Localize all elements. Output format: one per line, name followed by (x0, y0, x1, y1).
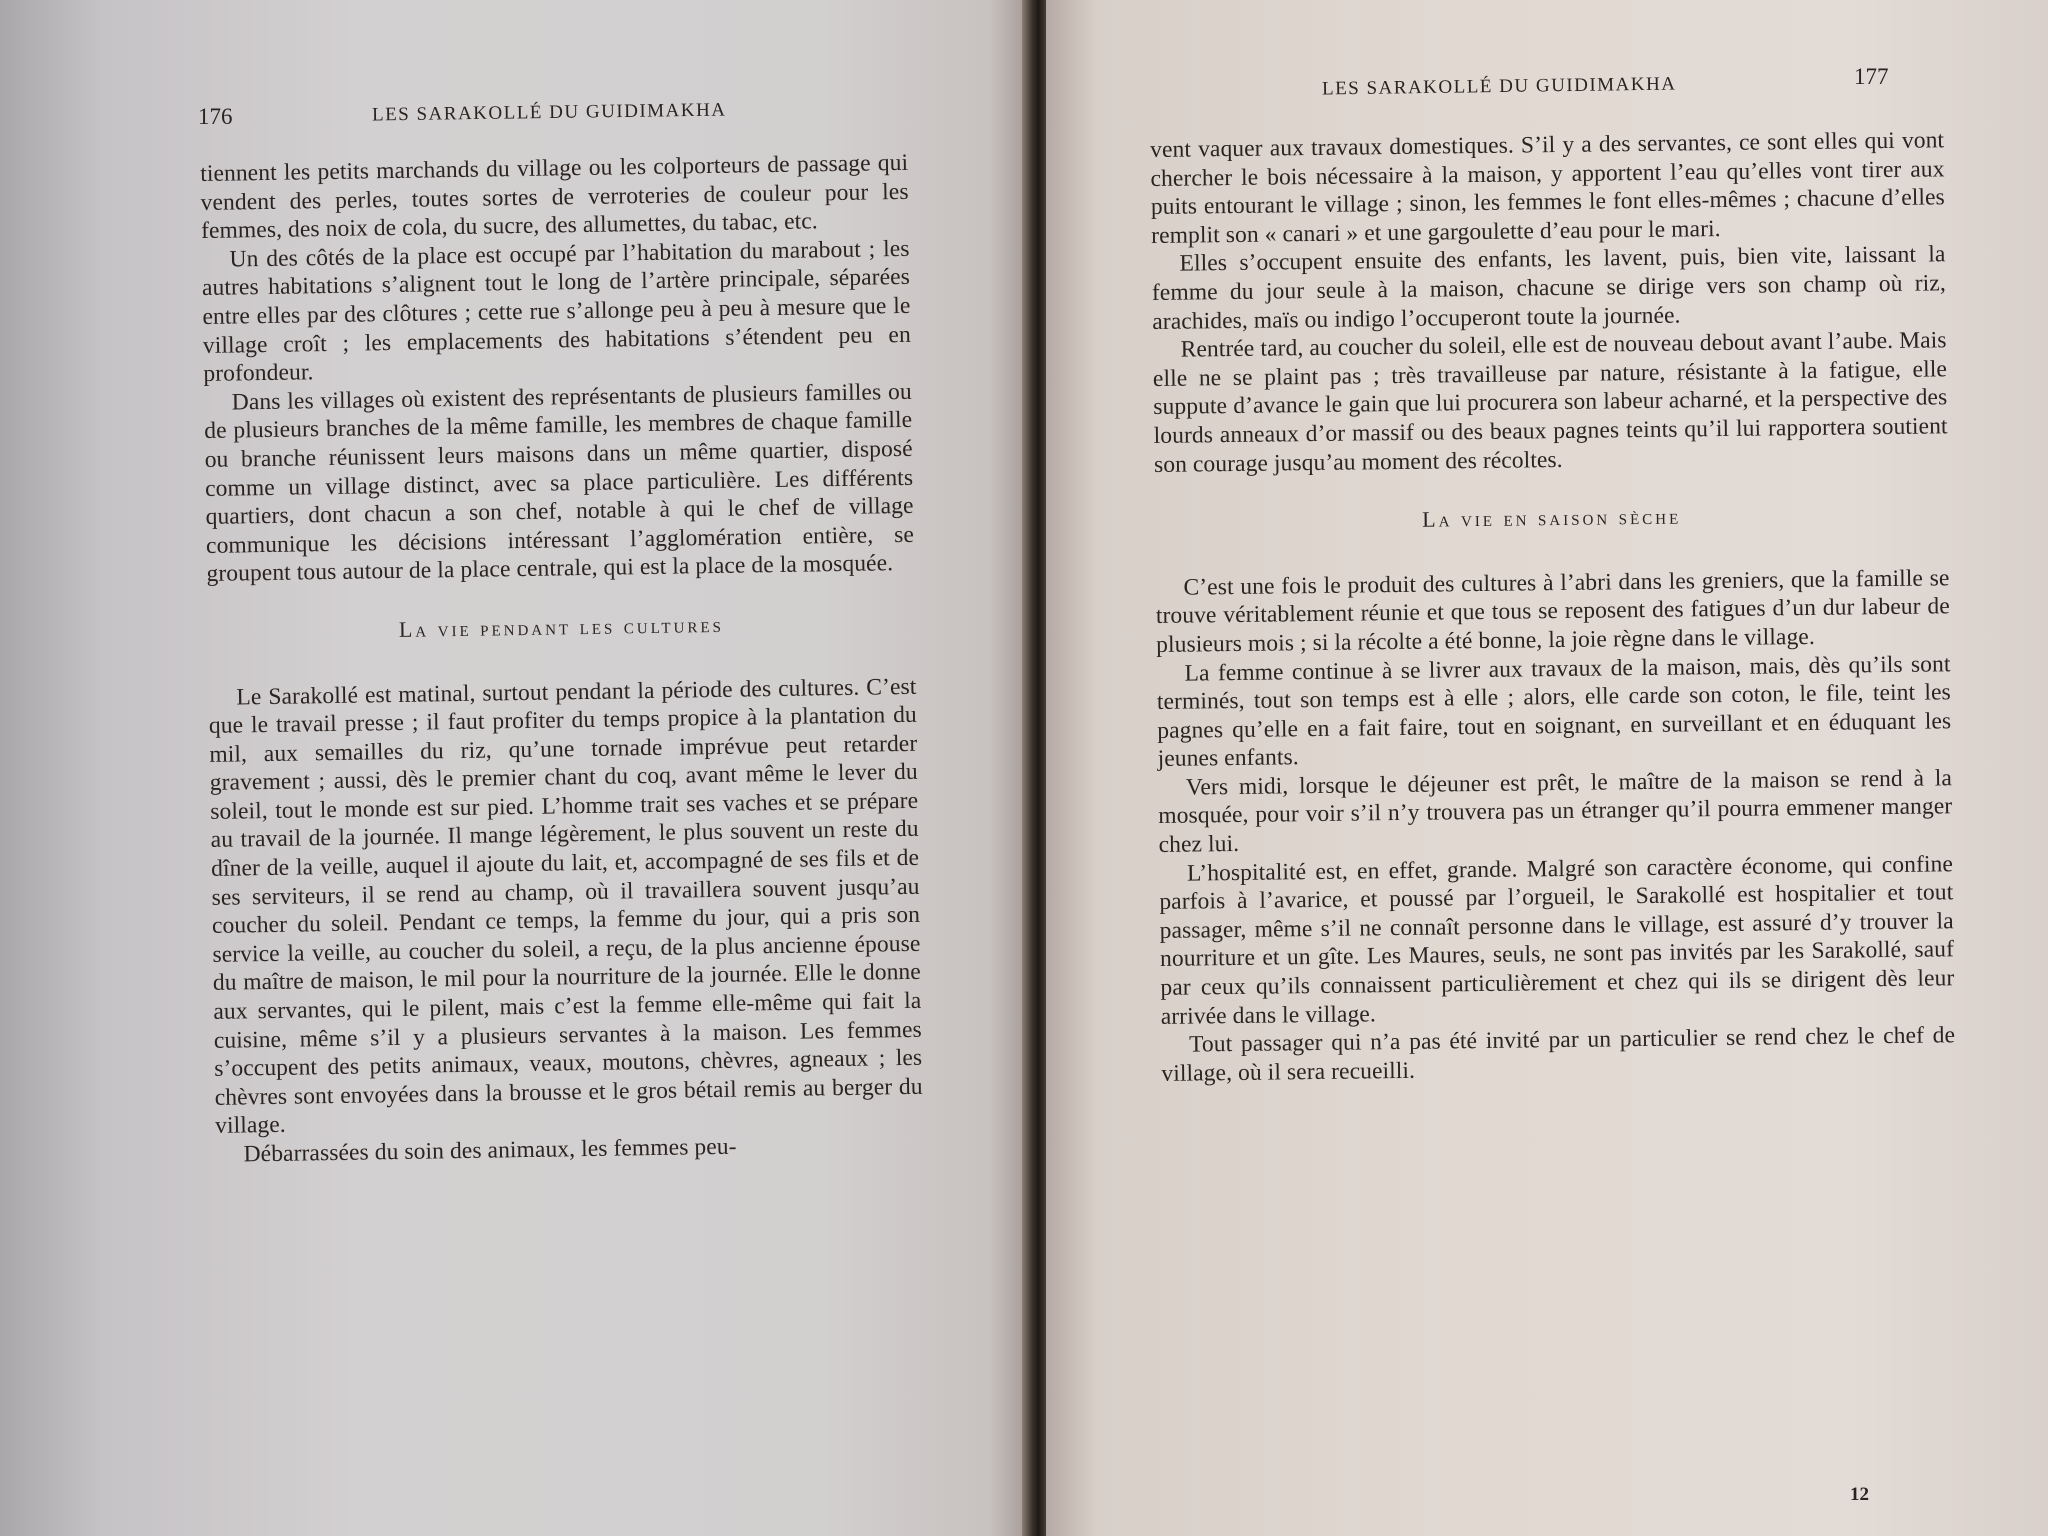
right-paragraph-5: La femme continue à se livrer aux travaux de la maison, mais, dès qu’ils sont terminés, tout son temps est à elle ; alors, elle carde son coton, le file, teint les pagnes qu’elle en a fait faire, tout en soignant, en surveillant et en éduquant les jeunes enfants. (1156, 650, 1952, 773)
right-paragraph-2: Elles s’occupent ensuite des enfants, les lavent, puis, bien vite, laissant la femme du jour seule à la maison, chacune se dirige vers son champ où riz, arachides, maïs ou indigo l’occuperont toute la journée. (1151, 241, 1947, 335)
left-paragraph-4: Le Sarakollé est matinal, surtout pendant la période des cultures. C’est que le travail presse ; il faut profiter du temps propice à la plantation du mil, aux semailles du riz, qu’une tornade imprévue peut retarder gravement ; aussi, dès le premier chant du coq, avant même le lever du soleil, tout le monde est sur pied. L’homme trait ses vaches et se prépare au travail de la journée. Il mange légèrement, le plus souvent un reste du dîner de la veille, auquel il ajoute du lait, et, accompagné de ses fils et de ses serviteurs, il se rend au champ, où il travaillera souvent jusqu’au coucher du soleil. Pendant ce temps, la femme du jour, qui a pris son service la veille, au coucher du soleil, a reçu, de la plus ancienne épouse du maître de maison, le mil pour la nourriture de la journée. Elle le donne aux servantes, qui le pilent, mais c’est la femme elle-même qui fait la cuisine, même s’il y a plusieurs servantes à la maison. Les femmes s’occupent des petits animaux, veaux, moutons, chèvres, agneaux ; les chèvres sont envoyées dans la brousse et le gros bétail remis au berger du village. (208, 673, 923, 1140)
left-paragraph-1: tiennent les petits marchands du village ou les colporteurs de passage qui vendent des perles, toutes sortes de verroteries de couleur pour les femmes, des noix de cola, du sucre, des allumettes, du tabac, etc. (200, 149, 909, 245)
right-paragraph-8: Tout passager qui n’a pas été invité par un particulier se rend chez le chef de village, où il sera recueilli. (1161, 1022, 1956, 1087)
signature-mark: 12 (1850, 1484, 1869, 1505)
left-running-head: LES SARAKOLLÉ DU GUIDIMAKHA (371, 99, 727, 126)
left-paragraph-3: Dans les villages où existent des représentants de plusieurs familles ou de plusieurs branches de la même famille, les membres de chaque famille ou branche réunissent leurs maisons dans un même quartier, disposé comme un village distinct, avec sa place particulière. Les différents quartiers, dont chacun a son chef, notable à qui le chef de village communique les décisions intéressant l’agglomération entière, se groupent tous autour de la place centrale, qui est la place de la mosquée. (204, 378, 915, 588)
right-paragraph-6: Vers midi, lorsque le déjeuner est prêt, le maître de la maison se rend à la mosquée, pour voir s’il n’y trouvera pas un étranger qu’il pourra emmener manger chez lui. (1158, 765, 1953, 859)
right-text-body (1150, 126, 1956, 1088)
right-paragraph-1: vent vaquer aux travaux domestiques. S’il y a des servantes, ce sont elles qui vont chercher le bois nécessaire à la maison, y apportent l’eau qu’elles vont tirer aux puits entourant le village ; sinon, les femmes le font elles-mêmes ; chacune d’elles remplit son « canari » et une gargoulette d’eau pour le mari. (1150, 127, 1945, 249)
left-page-number: 176 (198, 104, 233, 129)
right-page-number: 177 (1854, 64, 1889, 89)
right-paragraph-4: C’est une fois le produit des cultures à l’abri dans les greniers, que la famille se trouve véritablement réunie et que tous se reposent des fatigues d’un dur labeur de plusieurs mois ; si la récolte a été bonne, la joie règne dans le village. (1155, 564, 1950, 658)
right-page (1046, 0, 2048, 1536)
right-paragraph-7: L’hospitalité est, en effet, grande. Malgré son caractère économe, qui confine parfois à l’avarice, et poussé par l’orgueil, le Sarakollé est hospitalier et tout passager, même s’il ne connaît personne dans le village, est assuré d’y trouver la nourriture et un gîte. Les Maures, seuls, ne sont pas invités par les Sarakollé, sauf par ceux qu’ils connaissent particulièrement et chez qui ils se dirigent dès leur arrivée dans le village. (1159, 850, 1955, 1030)
right-section-title: La vie en saison sèche (1422, 503, 1682, 532)
left-text-body (200, 149, 924, 1170)
left-paragraph-2: Un des côtés de la place est occupé par l’habitation du marabout ; les autres habitations s’alignent tout le long de l’artère principale, séparées entre elles par des clôtures ; cette rue s’allonge peu à peu à mesure que le village croît ; les emplacements des habitations s’étendent peu en profondeur. (201, 235, 912, 388)
left-section-title: La vie pendant les cultures (398, 611, 725, 642)
left-paragraph-5: Débarrassées du soin des animaux, les femmes peu- (243, 1133, 737, 1168)
right-running-head: LES SARAKOLLÉ DU GUIDIMAKHA (1321, 73, 1677, 100)
right-paragraph-3: Rentrée tard, au coucher du soleil, elle est de nouveau debout avant l’aube. Mais elle ne se plaint pas ; très travailleuse par nature, résistante à la fatigue, elle suppute d’avance le gain que lui procurera son labeur acharné, et la perspective des lourds anneaux d’or massif ou des beaux pagnes teints qu’il lui rapportera soutient son courage jusqu’au moment des récoltes. (1152, 327, 1948, 478)
